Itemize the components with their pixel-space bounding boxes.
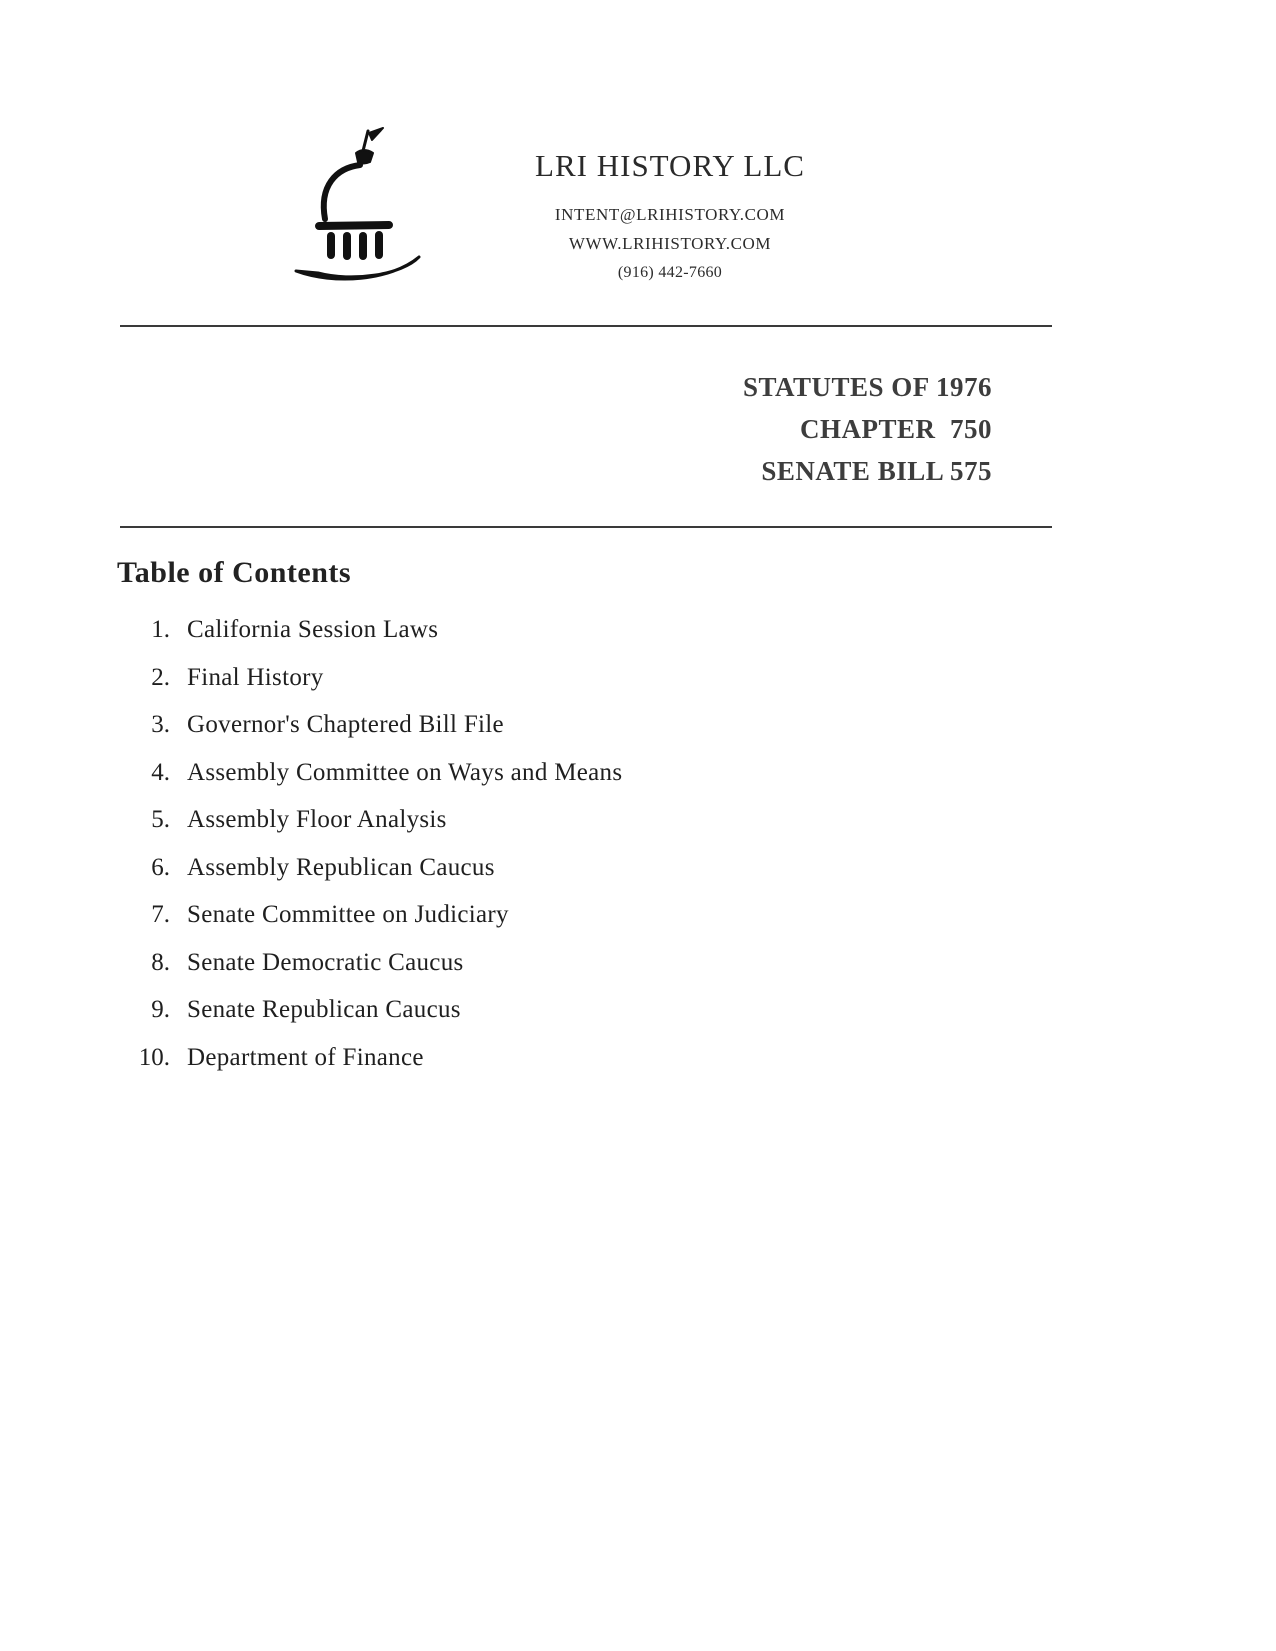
toc-item [120,616,920,664]
company-name: LRI HISTORY LLC [535,148,805,183]
toc-item-label: Final History [187,663,324,691]
toc-item-number: 8. [151,948,170,976]
toc-heading: Table of Contents [117,556,352,589]
header [290,122,880,287]
toc-item-label: Senate Democratic Caucus [187,948,464,976]
toc-item-number: 9. [151,996,170,1023]
toc-list [120,616,920,1091]
toc-item-label: Governor's Chaptered Bill File [187,711,504,738]
toc-item-number: 10. [138,1043,170,1071]
toc-item-number: 7. [151,901,170,928]
statute-title-block [743,366,992,492]
toc-item-number: 6. [151,853,170,881]
senate-bill-number: SENATE BILL 575 [761,456,992,486]
toc-item-number: 5. [151,806,170,833]
toc-item [120,759,920,807]
company-website: WWW.LRIHISTORY.COM [568,234,772,253]
toc-item-label: Assembly Floor Analysis [187,806,447,833]
toc-item [120,901,920,949]
divider-top [120,325,1052,327]
toc-item-label: Assembly Republican Caucus [187,853,495,881]
toc-item [120,996,920,1044]
toc-item-number: 1. [151,616,170,643]
toc-item [120,949,920,997]
toc-item-label: Senate Committee on Judiciary [187,901,509,928]
toc-item-number: 3. [151,711,170,738]
toc-item [120,854,920,902]
company-info [460,122,880,287]
statutes-year: STATUTES OF 1976 [742,372,992,402]
toc-item-label: Assembly Committee on Ways and Means [187,758,623,786]
toc-item-label: Senate Republican Caucus [187,996,461,1023]
capitol-dome-icon [290,122,440,282]
toc-item [120,806,920,854]
toc-item-label: Department of Finance [187,1043,424,1071]
toc-item-number: 2. [151,663,170,691]
toc-item [120,711,920,759]
toc-item-number: 4. [151,758,170,786]
chapter-number: CHAPTER 750 [799,414,992,444]
divider-bottom [120,526,1052,528]
company-phone: (916) 442-7660 [617,264,723,281]
toc-item [120,664,920,712]
toc-item-label: California Session Laws [187,616,439,643]
toc-item [120,1044,920,1092]
company-email: INTENT@LRIHISTORY.COM [554,205,786,224]
